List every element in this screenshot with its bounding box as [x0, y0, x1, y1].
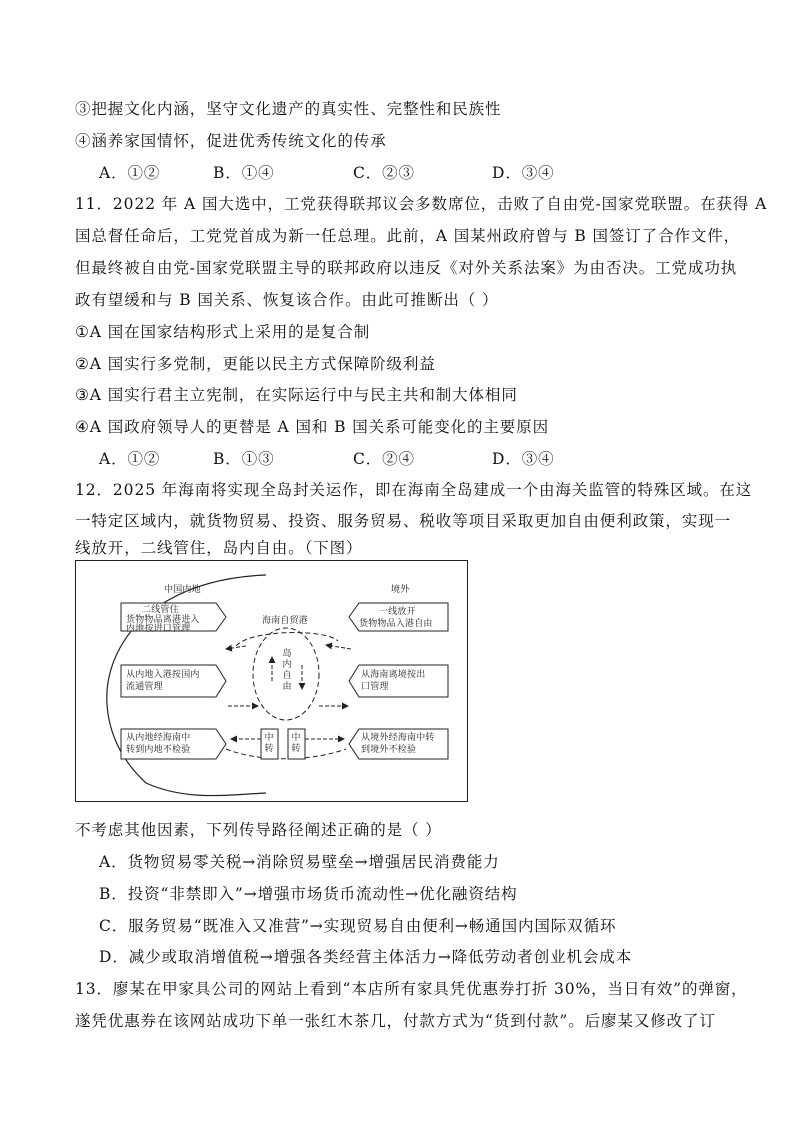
label-mainland: 中国内地: [164, 585, 201, 595]
box-l2-line-2: 流通管理: [126, 682, 163, 692]
q10-option-b: B．①④: [213, 164, 275, 182]
box-r3-line-2: 到境外不检验: [361, 745, 417, 755]
q10-option-a: A．①②: [99, 164, 161, 182]
label-island-free: 岛内自由: [282, 649, 292, 692]
q11-stem-line-2: 国总督任命后，工党党首成为新一任总理。此前，A 国某州政府曾与 B 国签订了合作文件，: [75, 227, 741, 245]
q12-question: 不考虑其他因素，下列传导路径阐述正确的是（ ）: [75, 821, 442, 839]
box-r2-line-2: 口管理: [361, 682, 389, 692]
q11-stem-line-1: 11．2022 年 A 国大选中，工党获得联邦议会多数席位，击败了自由党-国家党联盟。在获得 A: [75, 195, 768, 213]
hainan-ftz-diagram: [75, 560, 468, 802]
box-l2-line-1: 从内地入港按国内: [126, 670, 200, 680]
box-r2-line-1: 从海南离境按出: [361, 670, 426, 680]
lower-dashed-arc: [226, 749, 346, 759]
q11-item-1: ①A 国在国家结构形式上采用的是复合制: [75, 323, 371, 341]
q11-item-3: ③A 国实行君主立宪制，在实际运行中与民主共和制大体相同: [75, 386, 518, 404]
q11-item-2: ②A 国实行多党制，更能以民主方式保障阶级利益: [75, 355, 436, 373]
q13-stem-line-2: 遂凭优惠券在该网站成功下单一张红木茶几，付款方式为“货到付款”。后廖某又修改了订: [75, 1012, 716, 1030]
upper-dashed-arc: [236, 633, 338, 646]
q12-choice-a: A．货物贸易零关税→消除贸易壁垒→增强居民消费能力: [99, 853, 500, 871]
q11-option-c: C．②④: [353, 450, 415, 468]
q12-choice-b: B．投资“非禁即入”→增强市场货币流动性→优化融资结构: [99, 885, 518, 903]
q12-stem-line-3: 线放开，二线管住，岛内自由。（下图）: [75, 539, 363, 557]
q11-stem-line-4: 政有望缓和与 B 国关系、恢复该合作。由此可推断出（ ）: [75, 291, 499, 309]
q11-option-a: A．①②: [99, 450, 161, 468]
box-l3-line-1: 从内地经海南中: [126, 733, 191, 743]
box-r1-line-1: 一线放开: [379, 607, 416, 617]
q11-item-4: ④A 国政府领导人的更替是 A 国和 B 国关系可能变化的主要原因: [75, 418, 550, 436]
q12-stem-line-1: 12．2025 年海南将实现全岛封关运作，即在海南全岛建成一个由海关监管的特殊区域。在这: [75, 481, 753, 499]
arrow-upper-right: [326, 645, 351, 649]
q12-choice-d: D．减少或取消增值税→增强各类经营主体活力→降低劳动者创业机会成本: [99, 948, 633, 966]
box-l1-line-2: 货物物品离港进入: [126, 615, 200, 625]
q10-option-d: D．③④: [492, 164, 555, 182]
arrow-upper-left: [226, 646, 246, 649]
q11-option-d: D．③④: [492, 450, 555, 468]
label-hainan-ftz: 海南自贸港: [262, 616, 309, 626]
q13-stem-line-1: 13．廖某在甲家具公司的网站上看到“本店所有家具凭优惠券打折 30%，当日有效”的弹窗，: [75, 980, 748, 998]
box-l3-line-2: 转到内地不检验: [126, 745, 191, 755]
line-q10-item3: ③把握文化内涵，坚守文化遗产的真实性、完整性和民族性: [75, 100, 502, 118]
q11-stem-line-3: 但最终被自由党-国家党联盟主导的联邦政府以违反《对外关系法案》为由否决。工党成功执: [75, 259, 738, 277]
q10-option-c: C．②③: [353, 164, 415, 182]
q12-choice-c: C．服务贸易“既准入又准营”→实现贸易自由便利→畅通国内国际双循环: [99, 917, 617, 935]
line-q10-item4: ④涵养家国情怀，促进优秀传统文化的传承: [75, 132, 387, 150]
q12-stem-line-2: 一特定区域内，就货物贸易、投资、服务贸易、税收等项目采取更加自由便利政策，实现一: [75, 512, 732, 530]
q11-option-b: B．①③: [213, 450, 275, 468]
box-l1-line-3: 内地按进口管理: [126, 624, 191, 634]
box-r1-line-2: 货物物品入港自由: [359, 619, 433, 629]
box-r3-line-1: 从境外经海南中转: [361, 733, 435, 743]
box-l1-line-1: 二线管住: [142, 605, 179, 615]
transit-left-label: 中转: [264, 733, 274, 754]
transit-right-label: 中转: [291, 733, 301, 754]
label-overseas: 境外: [391, 585, 410, 595]
